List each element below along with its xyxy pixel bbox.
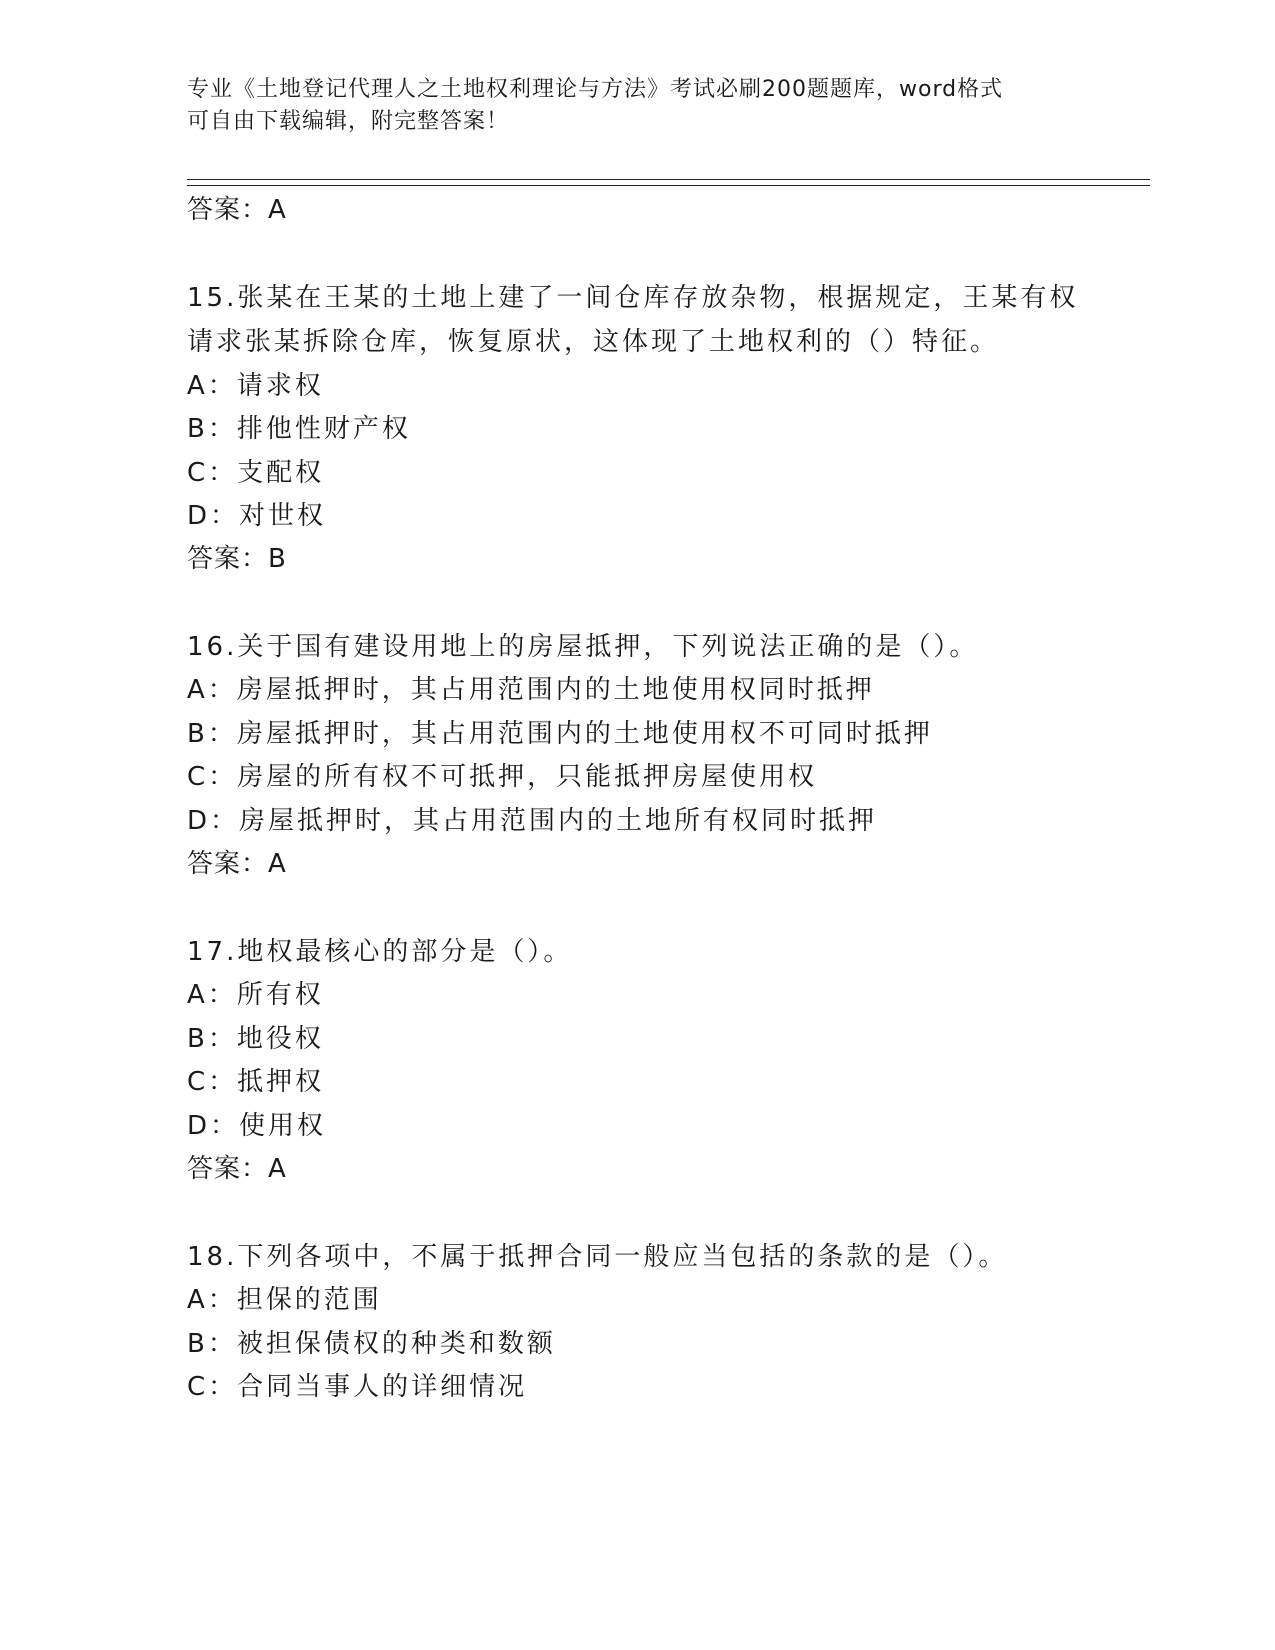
question-17-option-d: D：使用权 [187,1111,327,1141]
question-17-option-c: C：抵押权 [187,1067,325,1097]
question-17-option-b: B：地役权 [187,1024,324,1054]
header-divider-bottom [187,185,1150,186]
question-18-option-a: A：担保的范围 [187,1285,382,1315]
question-16-option-c: C：房屋的所有权不可抵押，只能抵押房屋使用权 [187,762,818,792]
question-15-answer: 答案：B [187,544,287,574]
question-15-option-d: D：对世权 [187,501,327,531]
question-15-option-b: B：排他性财产权 [187,414,411,444]
previous-answer: 答案：A [187,195,287,225]
question-17-option-a: A：所有权 [187,980,324,1010]
question-18-option-b: B：被担保债权的种类和数额 [187,1329,556,1359]
question-15-option-c: C：支配权 [187,458,325,488]
question-18-option-c: C：合同当事人的详细情况 [187,1372,528,1402]
question-15-line-2: 请求张某拆除仓库，恢复原状，这体现了土地权利的（）特征。 [187,327,1000,357]
question-16-answer: 答案：A [187,849,287,879]
document-header [187,74,1067,138]
question-17-line-1: 17.地权最核心的部分是（）。 [187,937,573,967]
header-line-1: 专业《土地登记代理人之土地权利理论与方法》考试必刷200题题库，word格式 [187,77,1004,102]
header-divider-top [187,179,1150,180]
question-16-option-d: D：房屋抵押时，其占用范围内的土地所有权同时抵押 [187,806,878,836]
question-15-option-a: A：请求权 [187,371,324,401]
question-18-line-1: 18.下列各项中，不属于抵押合同一般应当包括的条款的是（）。 [187,1242,1008,1272]
question-16-line-1: 16.关于国有建设用地上的房屋抵押，下列说法正确的是（）。 [187,632,979,662]
question-16-option-a: A：房屋抵押时，其占用范围内的土地使用权同时抵押 [187,675,875,705]
question-17-answer: 答案：A [187,1154,287,1184]
question-16-option-b: B：房屋抵押时，其占用范围内的土地使用权不可同时抵押 [187,719,933,749]
question-15-line-1: 15.张某在王某的土地上建了一间仓库存放杂物，根据规定，王某有权 [187,283,1079,313]
header-line-2: 可自由下载编辑，附完整答案！ [187,109,510,134]
